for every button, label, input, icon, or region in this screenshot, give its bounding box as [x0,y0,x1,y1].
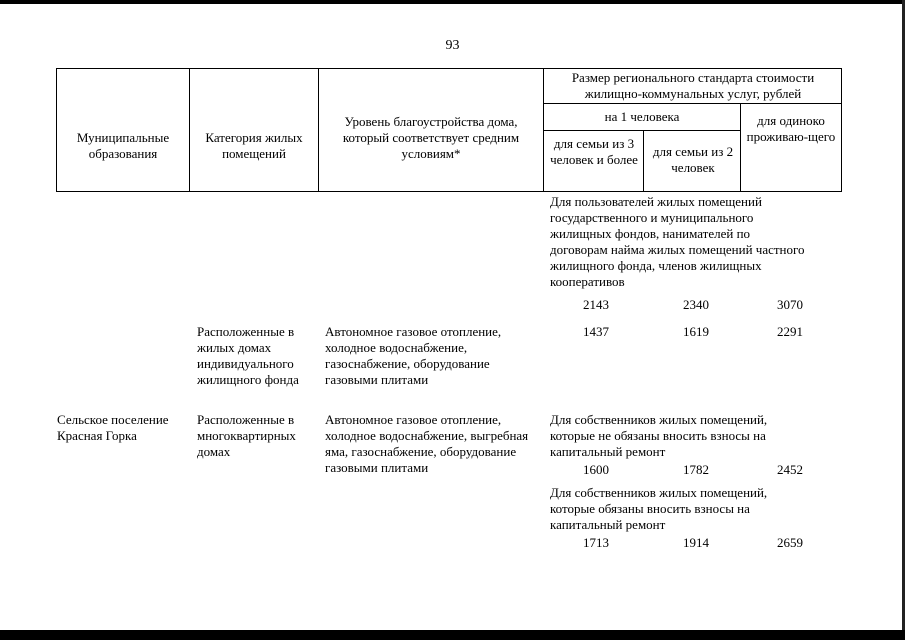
apartment-level: Автономное газовое отопление, холодное водоснабжение, выгребная яма, газоснабжение, оборудование газовыми плитами [325,412,529,475]
apartment-a-value-single: 2452 [777,462,803,477]
top-border [0,0,905,4]
apartment-note-a: Для собственников жилых помещений, которые не обязаны вносить взносы на капитальный ремонт [550,412,768,459]
individual-value-single: 2291 [777,324,803,339]
header-single: для одиноко проживаю-щего [746,113,836,144]
apartment-note-b: Для собственников жилых помещений, которые обязаны вносить взносы на капитальный ремонт [550,485,768,532]
header-border-top [56,68,842,69]
section1-value-single: 3070 [777,297,803,312]
section1-value-family3: 2143 [583,297,609,312]
individual-value-family2: 1619 [683,324,709,339]
header-sep-h2 [543,130,740,131]
header-sep-4 [740,103,741,192]
header-sep-2 [318,68,319,192]
apartment-b-value-single: 2659 [777,535,803,550]
header-border-bottom [56,191,842,192]
header-level: Уровень благоустройства дома, который соответствует средним условиям* [342,114,520,161]
table-header [56,68,842,192]
apartment-b-value-family3: 1713 [583,535,609,550]
individual-value-family3: 1437 [583,324,609,339]
individual-level: Автономное газовое отопление, холодное водоснабжение, газоснабжение, оборудование газовыми плитами [325,324,502,387]
apartment-category: Расположенные в многоквартирных домах [197,412,296,459]
header-per-person: на 1 человека [604,109,680,124]
bottom-border [0,630,905,640]
apartment-a-value-family3: 1600 [583,462,609,477]
section1-note: Для пользователей жилых помещений государственного и муниципального жилищных фондов, нанимателей по договорам найма жилых помещений частного жилищного фонда, членов жилищных кооперативов [550,194,805,289]
header-border-right [841,68,842,192]
header-sep-h1 [543,103,842,104]
header-border-left [56,68,57,192]
individual-category: Расположенные в жилых домах индивидуального жилищного фонда [197,324,299,387]
municipality-name: Сельское поселение Красная Горка [57,412,169,443]
header-standard: Размер регионального стандарта стоимости жилищно-коммунальных услуг, рублей [571,70,815,101]
header-municipal: Муниципальные образования [76,130,170,161]
header-family3: для семьи из 3 человек и более [550,136,638,167]
apartment-a-value-family2: 1782 [683,462,709,477]
section1-value-family2: 2340 [683,297,709,312]
apartment-b-value-family2: 1914 [683,535,709,550]
header-sep-5 [643,130,644,192]
header-family2: для семьи из 2 человек [652,144,734,175]
header-sep-1 [189,68,190,192]
header-category: Категория жилых помещений [205,130,303,161]
page-number: 93 [445,38,460,53]
